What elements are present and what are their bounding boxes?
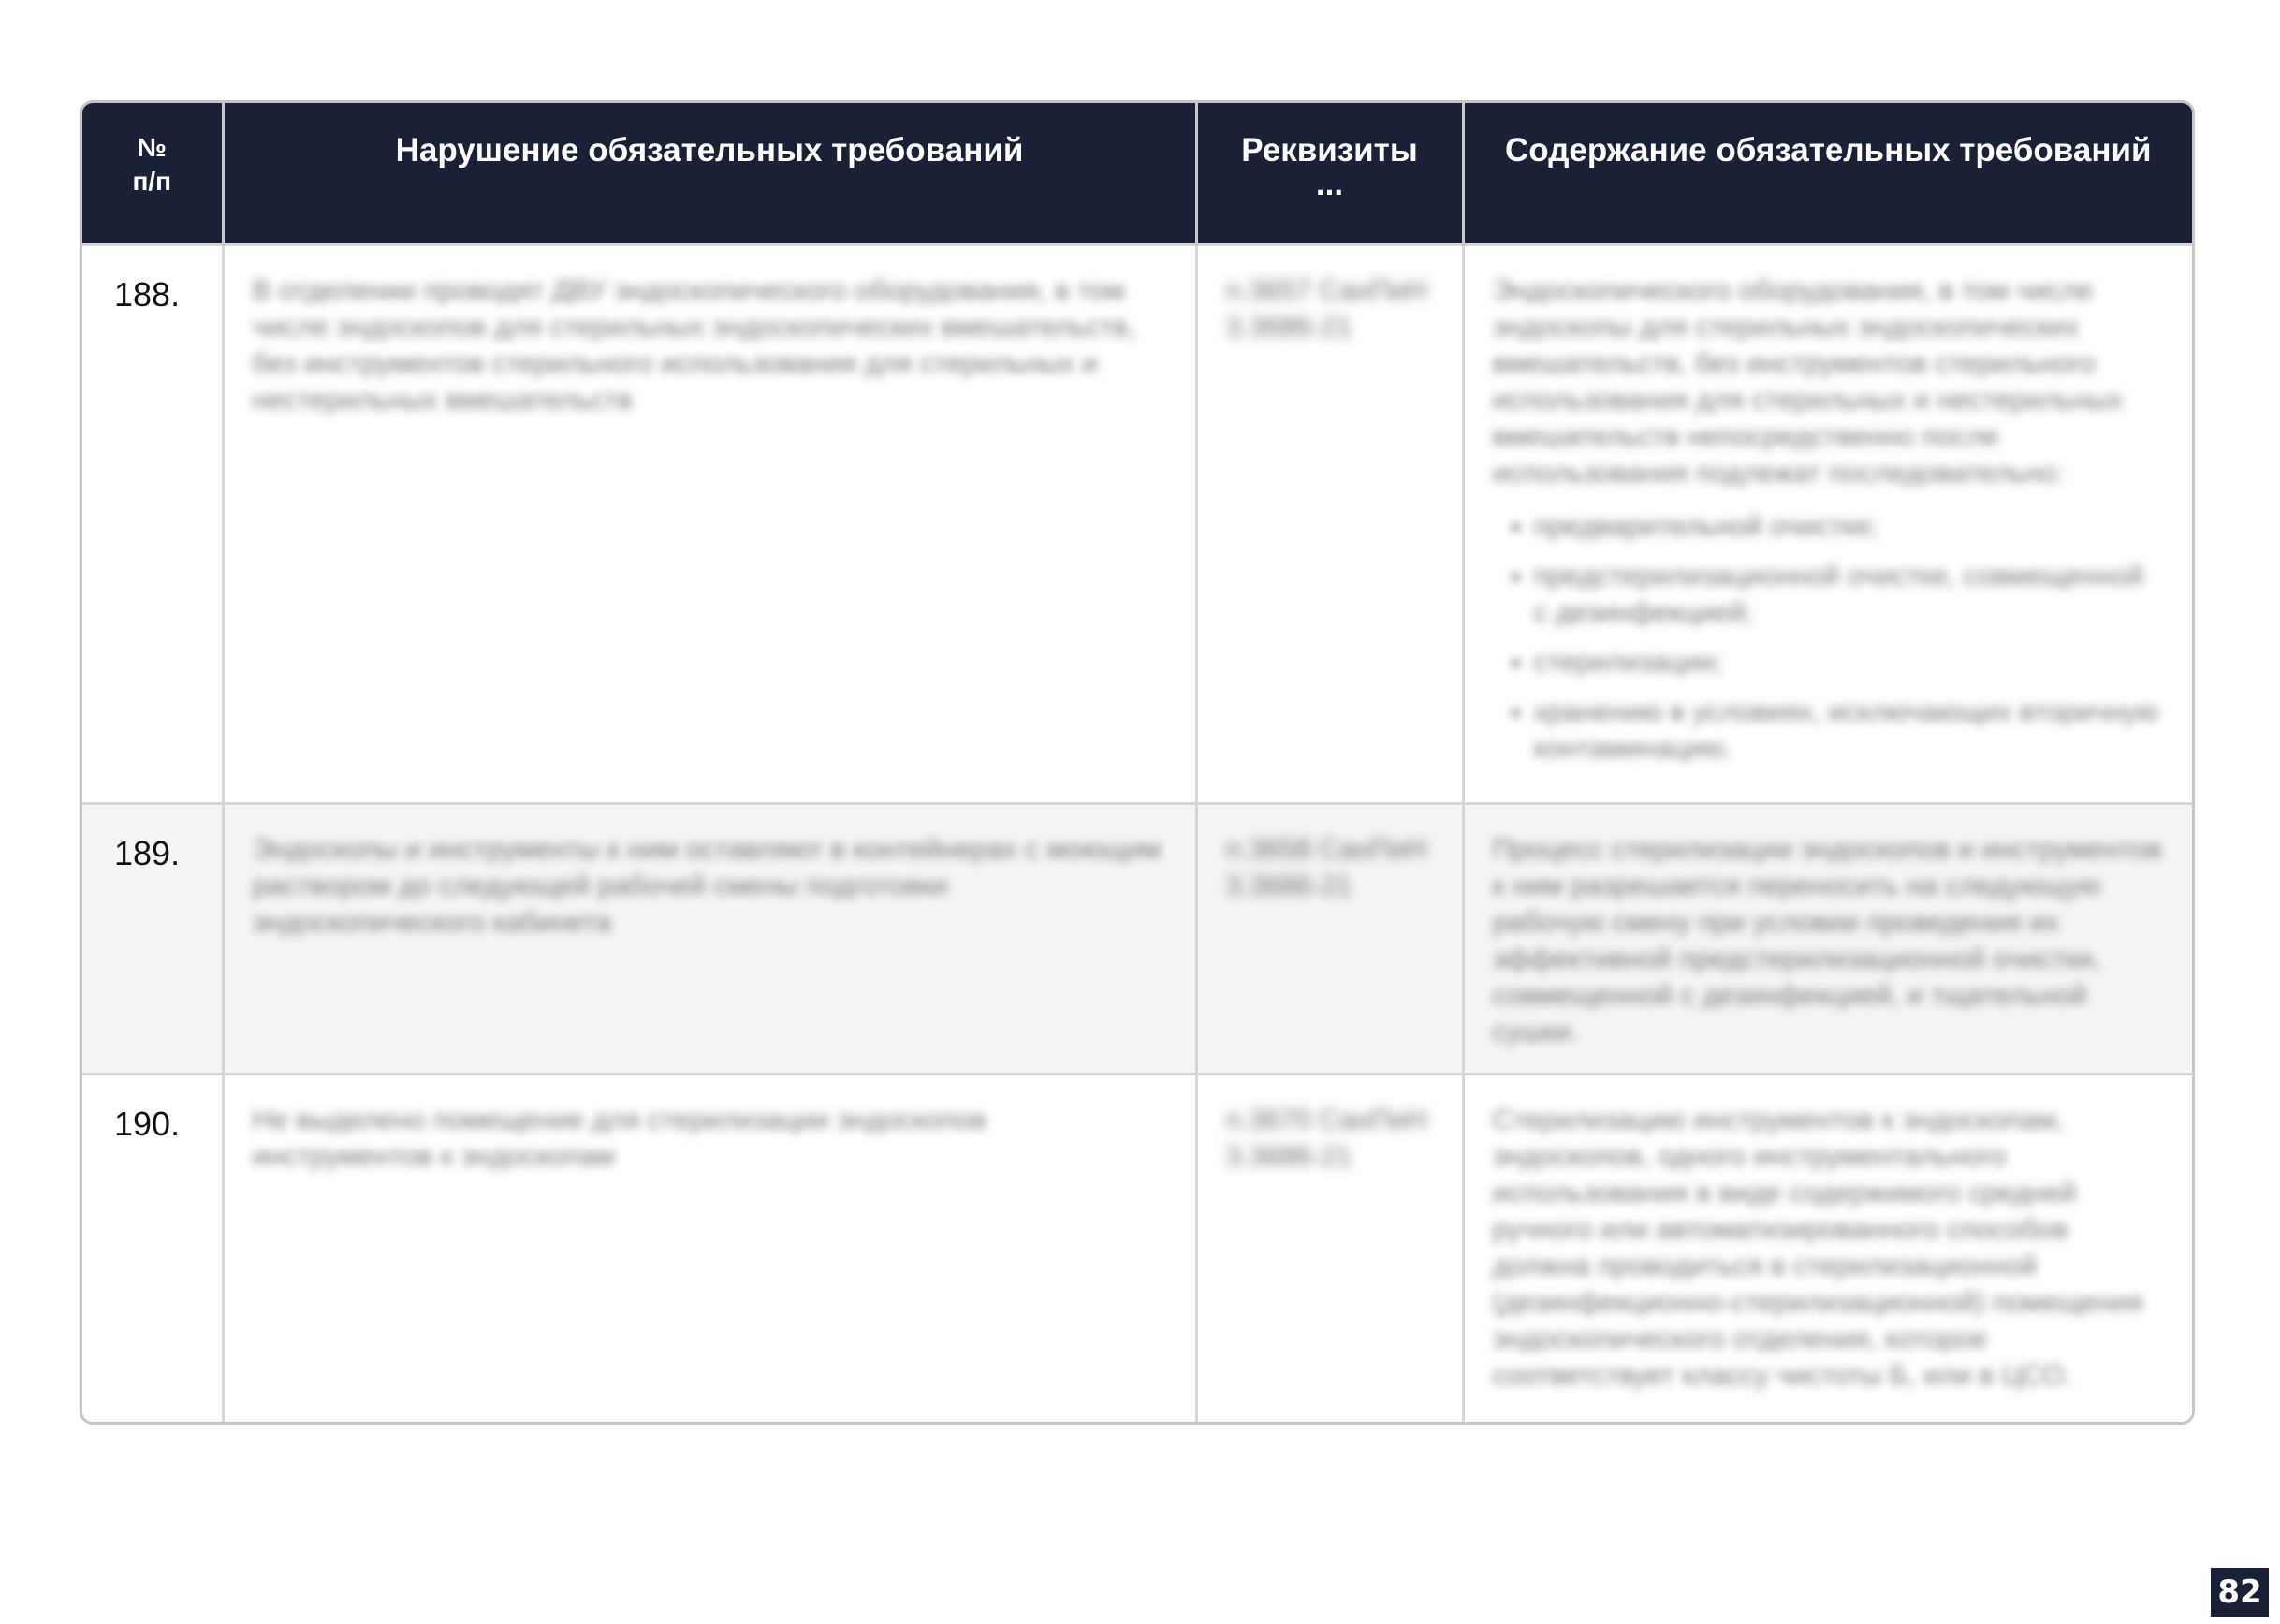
table-header-row xyxy=(82,103,2192,244)
header-number-symbol: № xyxy=(137,133,167,162)
list-item: • предварительной очистке; xyxy=(1534,508,2165,545)
requisites-text: п.3657 СанПиН 3.3686-21 xyxy=(1225,274,1427,343)
violation-cell xyxy=(223,1074,1196,1422)
requisites-text: п.3658 СанПиН 3.3686-21 xyxy=(1225,833,1427,901)
table-row xyxy=(82,244,2192,803)
content-text: Эндоскопического оборудования, в том числе эндоскопы для стерильных эндоскопических вмешательств, без инструментов стерильного использования для стерильных и нестерильных вмешательств непосредственно после использования подлежат последовательно: xyxy=(1492,274,2123,489)
violation-cell xyxy=(223,244,1196,803)
content-text: Стерилизацию инструментов к эндоскопам, эндоскопов, одного инструментального использования в виде содержимого средней ручного или автоматизированного способов должна проводиться в стерилизационной (дезинфекционно-стерилизационной) помещения эндоскопического отделения, которое соответствует классу чистоты Б, или в ЦСО. xyxy=(1492,1104,2143,1391)
requisites-text: п.3670 СанПиН 3.3686-21 xyxy=(1225,1104,1427,1172)
page-number-badge: 82 xyxy=(2211,1568,2269,1617)
requisites-cell xyxy=(1196,803,1463,1074)
content-cell xyxy=(1463,244,2192,803)
header-number-abbr: п/п xyxy=(132,167,172,196)
requisites-cell xyxy=(1196,1074,1463,1422)
header-requisites xyxy=(1196,103,1463,244)
header-content: Содержание обязательных требований xyxy=(1463,103,2192,244)
header-number xyxy=(82,103,223,244)
header-requisites-ellipsis: ... xyxy=(1315,166,1344,202)
table-row xyxy=(82,803,2192,1074)
header-violation: Нарушение обязательных требований xyxy=(223,103,1196,244)
violation-text: Не выделено помещение для стерилизации эндоскопов инструментов к эндоскопам xyxy=(252,1104,987,1172)
content-text: Процесс стерилизации эндоскопов и инструментов к ним разрешается переносить на следующую рабочую смену при условии проведения их эффективной предстерилизационной очистки, совмещенной с дезинфекцией, и тщательной сушки. xyxy=(1492,833,2163,1047)
content-cell xyxy=(1463,1074,2192,1422)
violation-cell xyxy=(223,803,1196,1074)
row-number: 190. xyxy=(82,1074,223,1422)
violation-text: В отделении проводят ДВУ эндоскопического оборудования, в том числе эндоскопов для стерильных эндоскопических вмешательств, без инструментов стерильного использования для стерильных и нестерильных вмешательств xyxy=(252,274,1136,416)
list-item: • предстерилизационной очистке, совмещенной с дезинфекцией; xyxy=(1534,558,2165,631)
row-number: 189. xyxy=(82,803,223,1074)
table-row xyxy=(82,1074,2192,1422)
list-item: • хранению в условиях, исключающих вторичную контаминацию. xyxy=(1534,694,2165,767)
requisites-cell xyxy=(1196,244,1463,803)
list-item: • стерилизации; xyxy=(1534,644,2165,680)
requirements-table xyxy=(80,100,2195,1425)
requirements-table-grid xyxy=(82,103,2192,1422)
content-list xyxy=(1493,508,2165,767)
header-requisites-label: Реквизиты xyxy=(1241,132,1418,168)
content-cell xyxy=(1463,803,2192,1074)
row-number: 188. xyxy=(82,244,223,803)
violation-text: Эндоскопы и инструменты к ним оставляют в контейнерах с моющим раствором до следующей рабочей смены подготовки эндоскопического кабинета xyxy=(252,833,1162,938)
